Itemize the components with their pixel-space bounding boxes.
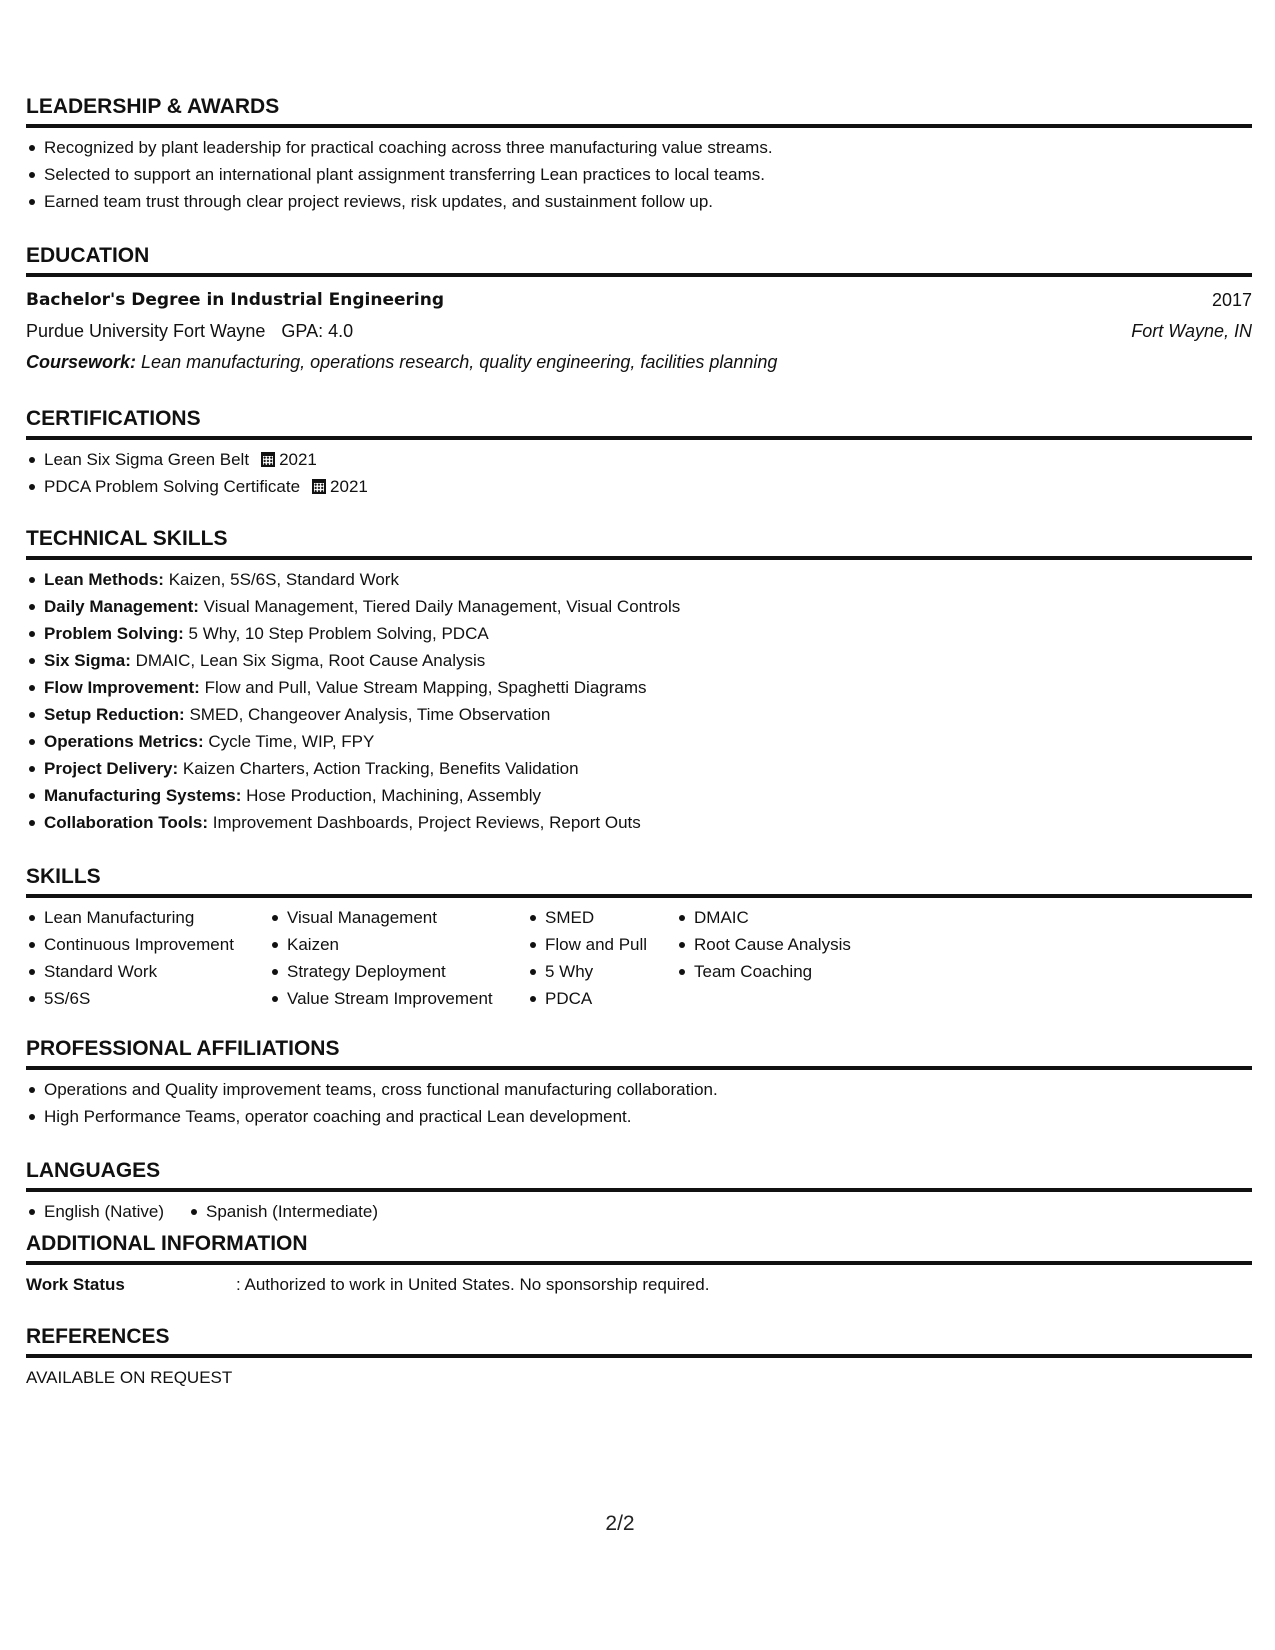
skill-category: Lean Methods: <box>44 570 164 589</box>
technical-skills-section <box>26 520 1252 836</box>
work-status-label: Work Status <box>26 1275 125 1294</box>
list-item: Selected to support an international plant assignment transferring Lean practices to local teams. <box>26 161 1252 188</box>
work-status-row <box>26 1271 1252 1298</box>
certification-name: Lean Six Sigma Green Belt <box>44 450 250 469</box>
skill-category: Problem Solving: <box>44 624 184 643</box>
school-name: Purdue University Fort Wayne <box>26 321 266 341</box>
list-item: Root Cause Analysis <box>676 931 896 958</box>
page-number: 2/2 <box>605 1512 635 1535</box>
coursework-text: Lean manufacturing, operations research, quality engineering, facilities planning <box>141 352 778 372</box>
list-item: Value Stream Improvement <box>269 985 527 1012</box>
skill-values: Hose Production, Machining, Assembly <box>246 786 541 805</box>
list-item <box>26 620 1252 647</box>
coursework-label: Coursework: <box>26 352 137 372</box>
list-item <box>26 566 1252 593</box>
list-item: Standard Work <box>26 958 269 985</box>
languages-heading: LANGUAGES <box>26 1152 1252 1192</box>
languages-section <box>26 1152 1252 1225</box>
list-item <box>26 593 1252 620</box>
list-item: 5 Why <box>527 958 676 985</box>
affiliations-list <box>26 1076 1252 1130</box>
references-heading: REFERENCES <box>26 1318 1252 1358</box>
list-item: Lean Manufacturing <box>26 904 269 931</box>
technical-skills-heading: TECHNICAL SKILLS <box>26 520 1252 560</box>
skill-category: Daily Management: <box>44 597 199 616</box>
skill-values: Improvement Dashboards, Project Reviews, Report Outs <box>212 813 641 832</box>
affiliations-heading: PROFESSIONAL AFFILIATIONS <box>26 1030 1252 1070</box>
language-item: English (Native) <box>26 1198 164 1225</box>
additional-info-heading: ADDITIONAL INFORMATION <box>26 1225 1252 1265</box>
skill-values: 5 Why, 10 Step Problem Solving, PDCA <box>188 624 489 643</box>
skill-values: Kaizen Charters, Action Tracking, Benefits Validation <box>182 759 579 778</box>
skill-category: Flow Improvement: <box>44 678 200 697</box>
gpa: GPA: 4.0 <box>281 321 354 341</box>
list-item: Earned team trust through clear project reviews, risk updates, and sustainment follow up. <box>26 188 1252 215</box>
skill-category: Setup Reduction: <box>44 705 185 724</box>
list-item <box>26 674 1252 701</box>
list-item <box>26 701 1252 728</box>
skill-values: DMAIC, Lean Six Sigma, Root Cause Analysis <box>135 651 486 670</box>
skill-values: Kaizen, 5S/6S, Standard Work <box>168 570 399 589</box>
certifications-list <box>26 446 1252 500</box>
certification-year: 2021 <box>279 450 317 469</box>
list-item: Team Coaching <box>676 958 896 985</box>
skill-category: Operations Metrics: <box>44 732 204 751</box>
skill-category: Collaboration Tools: <box>44 813 209 832</box>
language-item: Spanish (Intermediate) <box>188 1198 378 1225</box>
list-item <box>26 782 1252 809</box>
list-item: PDCA <box>527 985 676 1012</box>
references-text: AVAILABLE ON REQUEST <box>26 1368 233 1387</box>
certification-name: PDCA Problem Solving Certificate <box>44 477 301 496</box>
skills-column <box>527 904 676 1012</box>
skills-column <box>676 904 896 1012</box>
skills-column <box>26 904 269 1012</box>
technical-skills-list <box>26 566 1252 836</box>
leadership-list <box>26 134 1252 215</box>
list-item: Flow and Pull <box>527 931 676 958</box>
list-item: SMED <box>527 904 676 931</box>
list-item <box>26 809 1252 836</box>
affiliations-section <box>26 1030 1252 1130</box>
education-heading: EDUCATION <box>26 237 1252 277</box>
graduation-year: 2017 <box>1211 290 1252 310</box>
list-item: Operations and Quality improvement teams, cross functional manufacturing collaboration. <box>26 1076 1252 1103</box>
skill-values: Cycle Time, WIP, FPY <box>208 732 375 751</box>
skill-category: Six Sigma: <box>44 651 131 670</box>
skill-values: Visual Management, Tiered Daily Management, Visual Controls <box>203 597 681 616</box>
list-item <box>26 647 1252 674</box>
skills-section <box>26 858 1252 1012</box>
list-item: Visual Management <box>269 904 527 931</box>
skill-category: Manufacturing Systems: <box>44 786 242 805</box>
leadership-heading: LEADERSHIP & AWARDS <box>26 88 1252 128</box>
list-item: DMAIC <box>676 904 896 931</box>
education-section <box>26 237 1252 378</box>
calendar-icon <box>312 479 326 494</box>
school-location: Fort Wayne, IN <box>1131 321 1252 341</box>
list-item: High Performance Teams, operator coaching and practical Lean development. <box>26 1103 1252 1130</box>
calendar-icon <box>261 452 275 467</box>
skills-heading: SKILLS <box>26 858 1252 898</box>
work-status-value: : Authorized to work in United States. No sponsorship required. <box>236 1275 710 1294</box>
list-item: Strategy Deployment <box>269 958 527 985</box>
skill-values: Flow and Pull, Value Stream Mapping, Spaghetti Diagrams <box>204 678 647 697</box>
list-item: Continuous Improvement <box>26 931 269 958</box>
certifications-section <box>26 400 1252 500</box>
list-item <box>26 728 1252 755</box>
list-item: 5S/6S <box>26 985 269 1012</box>
list-item <box>26 755 1252 782</box>
coursework <box>26 347 1252 378</box>
references-section <box>26 1318 1252 1391</box>
languages-list <box>26 1198 1252 1225</box>
list-item: Kaizen <box>269 931 527 958</box>
additional-info-section <box>26 1225 1252 1298</box>
skills-column <box>269 904 527 1012</box>
list-item: Recognized by plant leadership for practical coaching across three manufacturing value streams. <box>26 134 1252 161</box>
leadership-section <box>26 88 1252 215</box>
education-entry <box>26 285 1252 378</box>
list-item <box>26 446 1252 473</box>
certification-year: 2021 <box>330 477 368 496</box>
skills-grid <box>26 904 1252 1012</box>
resume-page <box>26 88 1252 1391</box>
degree-title: Bachelor's Degree in Industrial Engineering <box>26 290 445 310</box>
skill-category: Project Delivery: <box>44 759 179 778</box>
list-item <box>26 473 1252 500</box>
certifications-heading: CERTIFICATIONS <box>26 400 1252 440</box>
skill-values: SMED, Changeover Analysis, Time Observation <box>189 705 551 724</box>
